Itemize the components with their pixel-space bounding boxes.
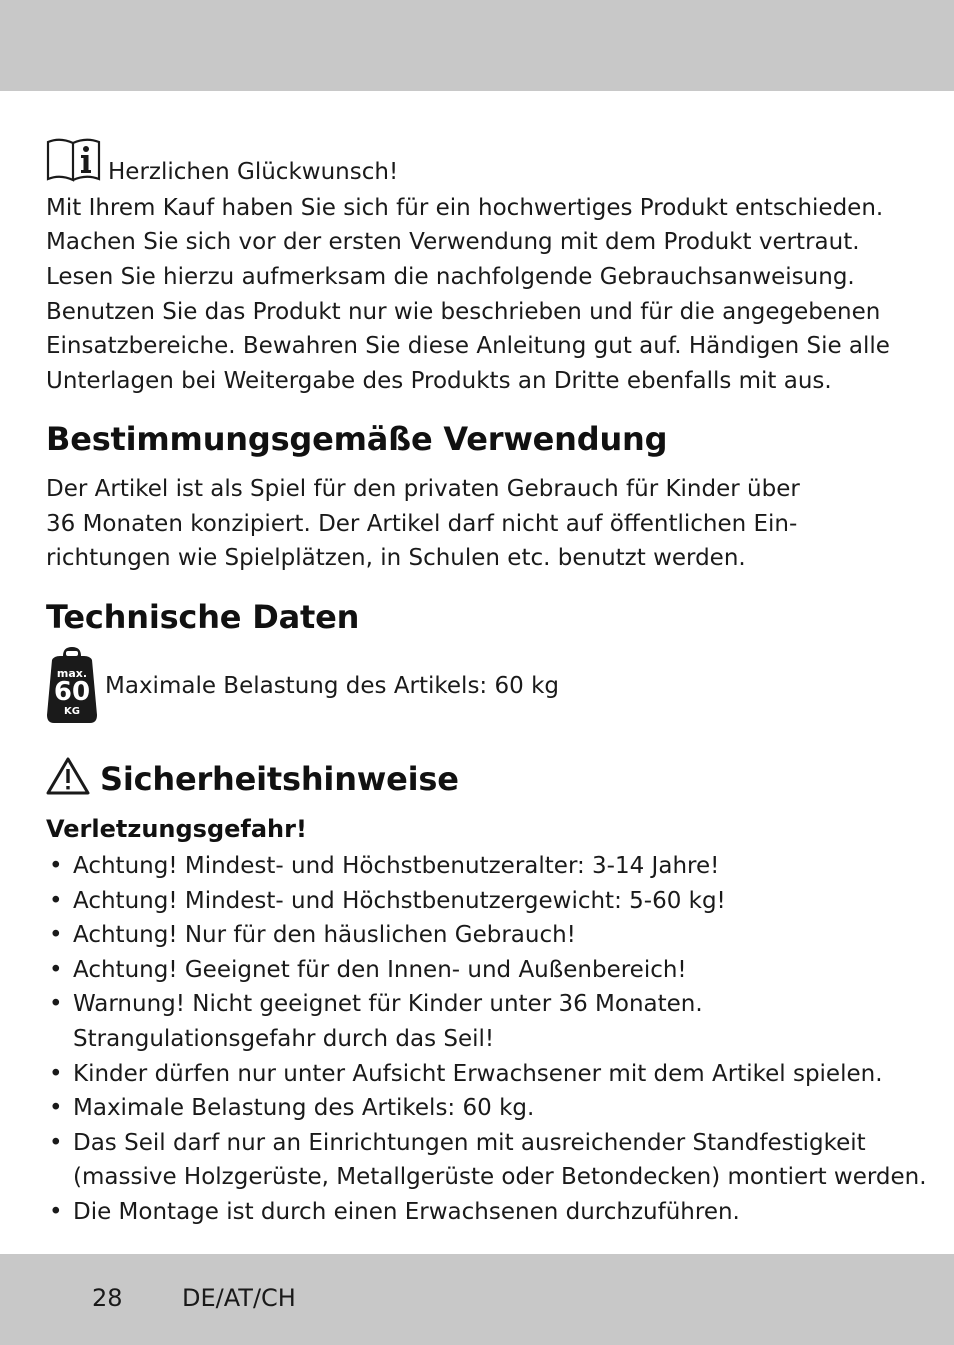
list-item-text: Achtung! Mindest- und Höchstbenutzergewicht: 5-60 kg!: [73, 887, 726, 914]
max-load-text: Maximale Belastung des Artikels: 60 kg: [105, 673, 559, 699]
list-item: [46, 1195, 927, 1230]
warning-triangle-icon: [46, 757, 90, 795]
bullet: •: [49, 922, 63, 949]
list-item: [46, 953, 927, 988]
list-item-text: Warnung! Nicht geeignet für Kinder unter 36 Monaten.: [73, 991, 703, 1018]
page-number: 28: [92, 1284, 123, 1312]
list-item-text: (massive Holzgerüste, Metallgerüste oder Betondecken) montiert werden.: [73, 1164, 927, 1191]
section-title-intended-use: Bestimmungsgemäße Verwendung: [46, 420, 668, 458]
intended-use-line: Der Artikel ist als Spiel für den privaten Gebrauch für Kinder über: [46, 476, 800, 502]
weight-icon-max-label: max.: [56, 667, 88, 680]
intro-line: Mit Ihrem Kauf haben Sie sich für ein hochwertiges Produkt entschieden.: [46, 195, 884, 221]
book-info-icon: [46, 136, 102, 182]
header-band: [0, 0, 954, 91]
region-label: DE/AT/CH: [182, 1284, 296, 1312]
intended-use-line: richtungen wie Spielplätzen, in Schulen etc. benutzt werden.: [46, 545, 746, 571]
section-title-safety: Sicherheitshinweise: [100, 760, 459, 798]
footer-band: [0, 1254, 954, 1345]
list-item-text: Kinder dürfen nur unter Aufsicht Erwachsener mit dem Artikel spielen.: [73, 1060, 883, 1087]
intro-line: Benutzen Sie das Produkt nur wie beschrieben und für die angegebenen: [46, 299, 881, 325]
bullet: •: [49, 991, 63, 1018]
list-item-text: Das Seil darf nur an Einrichtungen mit ausreichender Standfestigkeit: [73, 1129, 866, 1156]
bullet: •: [49, 853, 63, 879]
list-item: [46, 1091, 927, 1126]
list-item: [46, 849, 927, 884]
list-item-text: Achtung! Nur für den häuslichen Gebrauch!: [73, 922, 576, 949]
weight-icon-number: 60: [53, 677, 91, 707]
bullet: •: [49, 956, 63, 983]
intro-line: Machen Sie sich vor der ersten Verwendung mit dem Produkt vertraut.: [46, 229, 860, 255]
intro-line: Lesen Sie hierzu aufmerksam die nachfolgende Gebrauchsanweisung.: [46, 264, 855, 290]
list-item-text: Maximale Belastung des Artikels: 60 kg.: [73, 1095, 535, 1122]
bullet: •: [49, 1198, 63, 1225]
list-item-text: Die Montage ist durch einen Erwachsenen durchzuführen.: [73, 1198, 740, 1225]
bullet: •: [49, 887, 63, 914]
section-title-technical-data: Technische Daten: [46, 598, 360, 636]
list-item-text: Achtung! Geeignet für den Innen- und Außenbereich!: [73, 956, 687, 983]
greeting: Herzlichen Glückwunsch!: [108, 159, 399, 185]
bullet: •: [49, 1060, 63, 1087]
intro-line: Unterlagen bei Weitergabe des Produkts an Dritte ebenfalls mit aus.: [46, 368, 832, 394]
intro-line: Einsatzbereiche. Bewahren Sie diese Anleitung gut auf. Händigen Sie alle: [46, 333, 890, 359]
intended-use-line: 36 Monaten konzipiert. Der Artikel darf nicht auf öffentlichen Ein-: [46, 511, 798, 537]
list-item: [46, 1057, 927, 1092]
safety-list: [46, 849, 927, 1230]
safety-subtitle: Verletzungsgefahr!: [46, 815, 307, 843]
list-item: [46, 1126, 927, 1195]
list-item-text: Strangulationsgefahr durch das Seil!: [73, 1025, 495, 1052]
list-item: [46, 918, 927, 953]
weight-icon-unit: KG: [64, 706, 80, 717]
list-item: [46, 884, 927, 919]
list-item: [46, 987, 927, 1056]
bullet: •: [49, 1129, 63, 1156]
bullet: •: [49, 1095, 63, 1122]
list-item-text: Achtung! Mindest- und Höchstbenutzeralter: 3-14 Jahre!: [73, 853, 720, 879]
weight-icon: [46, 645, 98, 725]
